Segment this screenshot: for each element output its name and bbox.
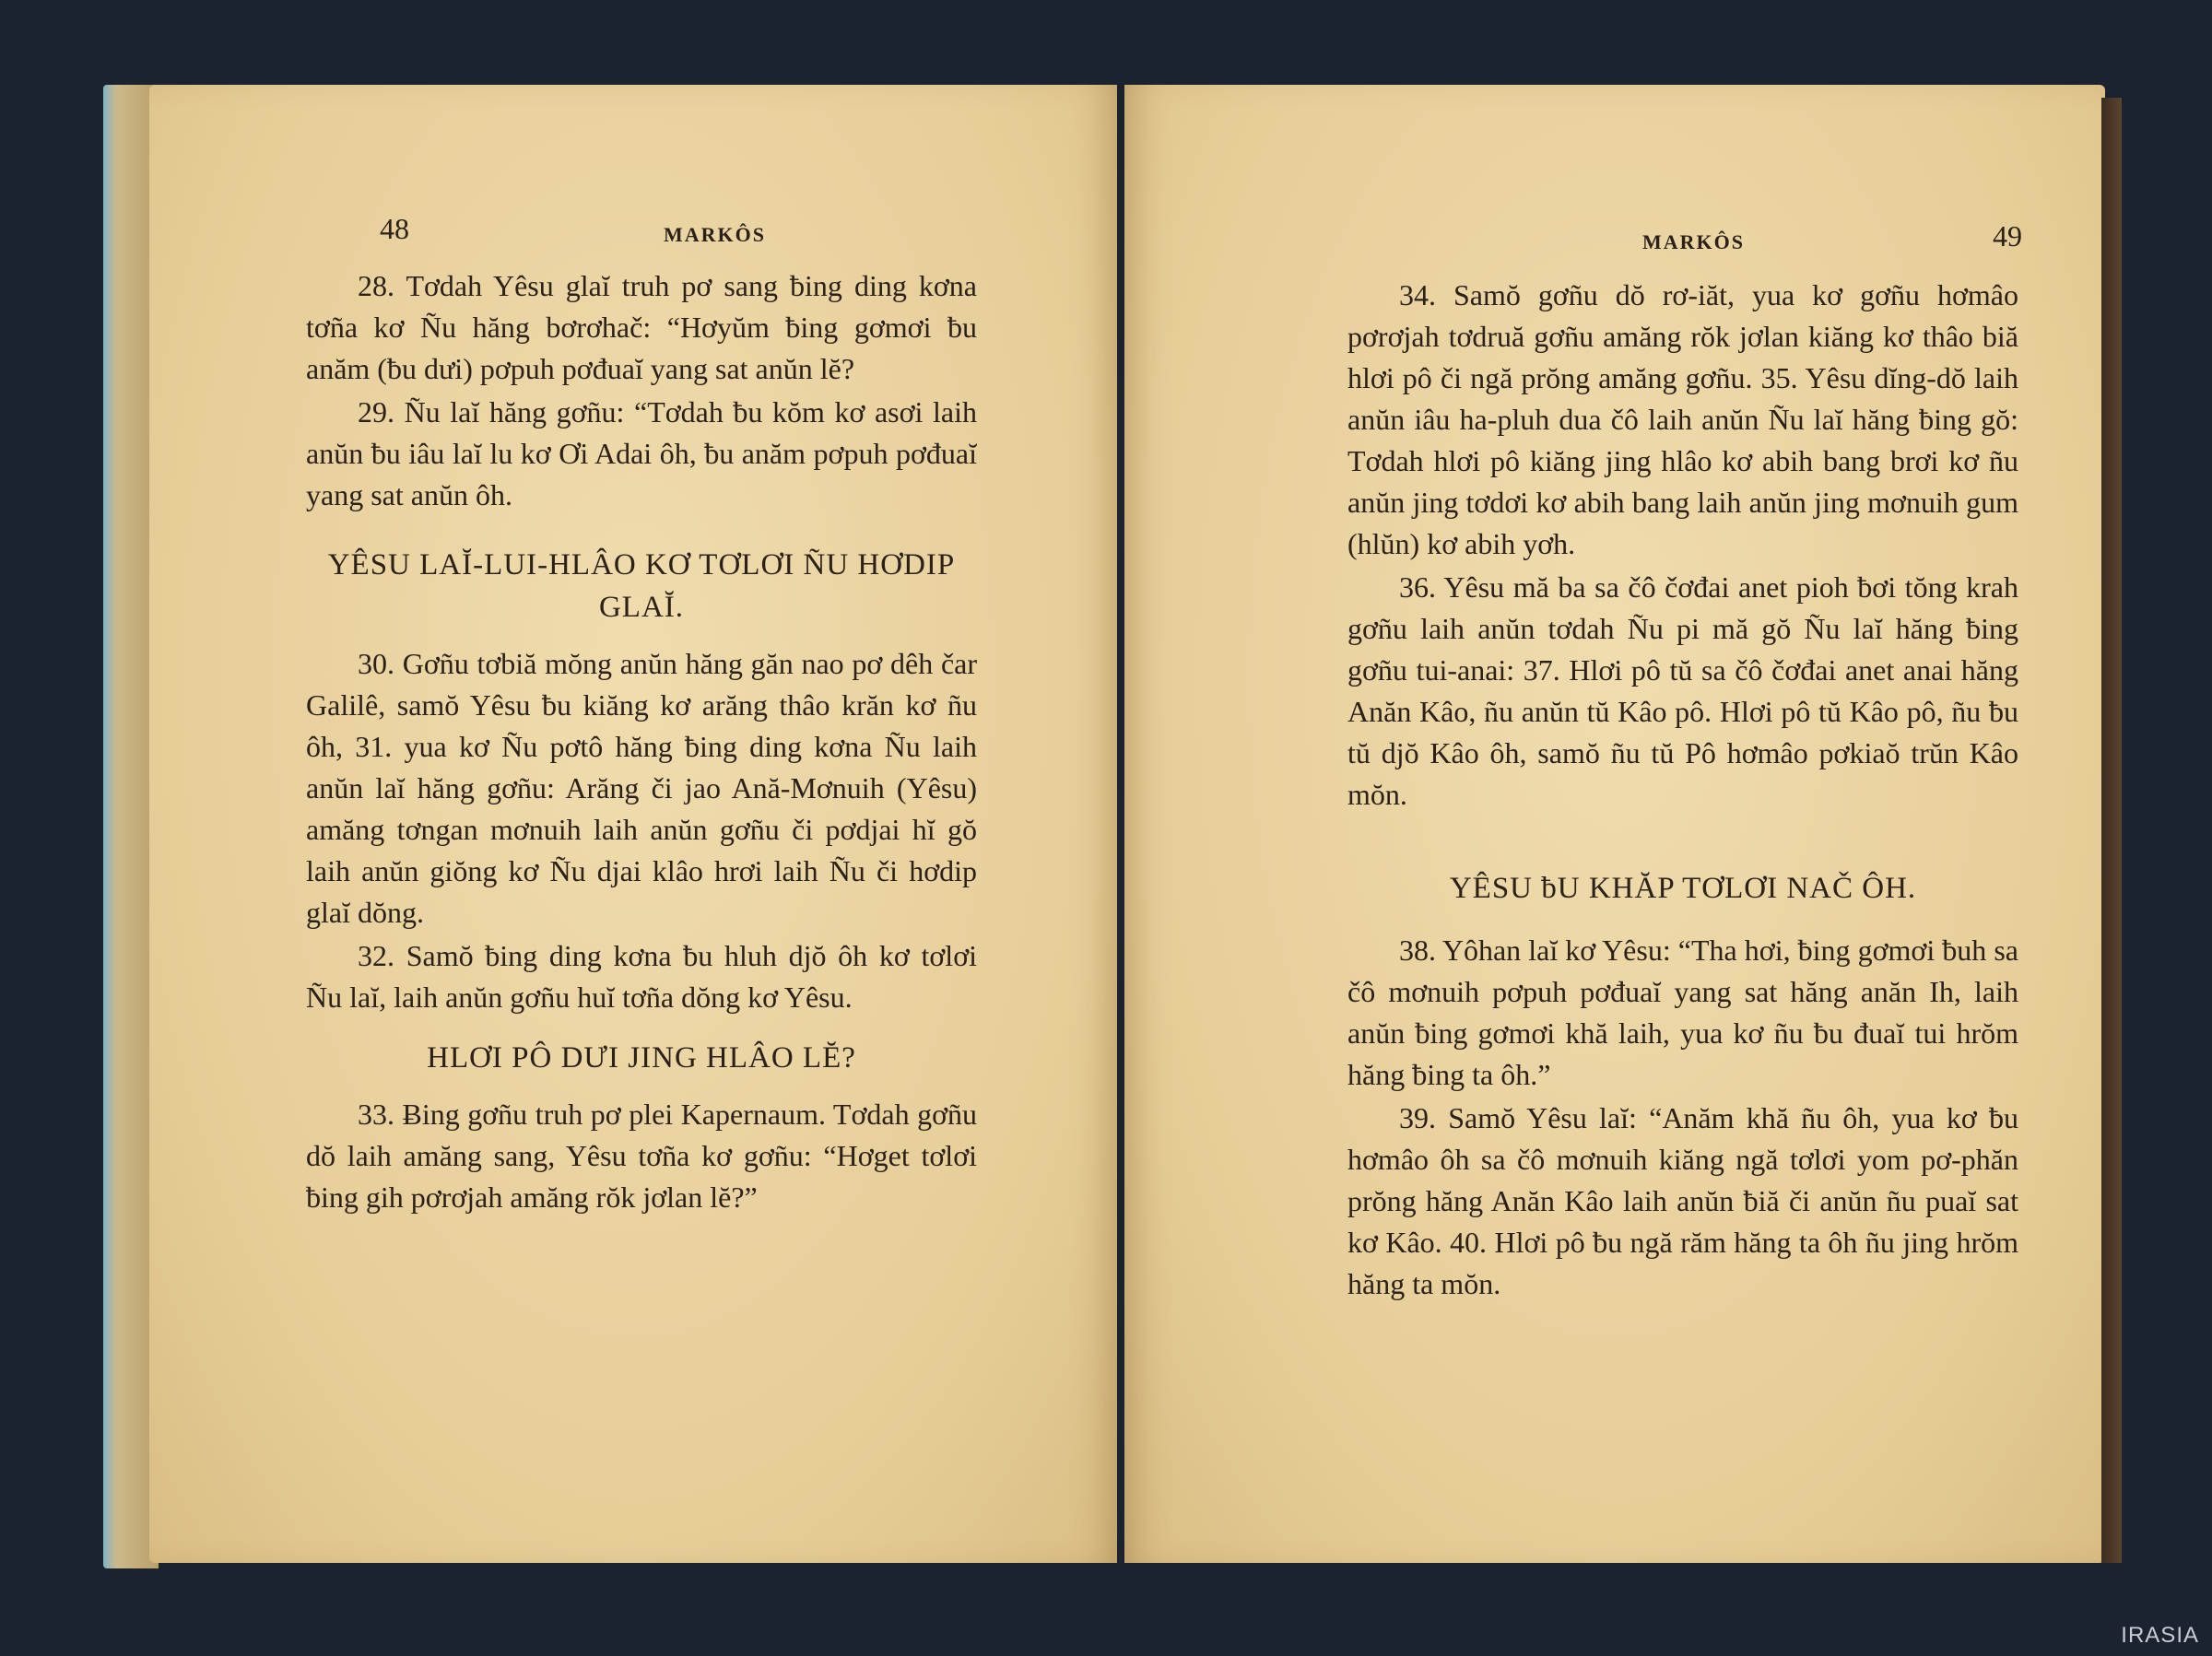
verse-28: 28. Tơdah Yêsu glaĭ truh pơ sang ƀing ding kơna tơña kơ Ñu hăng bơrơhač: “Hơyŭm ƀing gơmơi ƀu anăm (ƀu dưi) pơpuh pơđuaĭ yang sat anŭn lĕ? (306, 269, 977, 385)
back-cover-edge (2101, 98, 2122, 1563)
open-book (103, 85, 2120, 1578)
verse-36-37: 36. Yêsu mă ba sa čô čơđai anet pioh ƀơi tŏng krah gơñu laih anŭn tơdah Ñu pi mă gŏ Ñu laĭ hăng ƀing gơñu tui-anai: 37. Hlơi pô tŭ sa čô čơđai anet anai hăng Anăn Kâo, ñu anŭn tŭ Kâo pô. Hlơi pô tŭ Kâo pô, ñu ƀu tŭ djŏ Kâo ôh, samŏ ñu tŭ Pô hơmâo pơkiaŏ trŭn Kâo mŏn. (1347, 570, 2018, 811)
right-page-body (1347, 275, 2018, 1305)
left-page-body (306, 265, 977, 1218)
section-heading-greatest: HLƠI PÔ DƯI JING HLÂO LĔ? (427, 1041, 856, 1075)
running-head-left: MARKÔS (664, 223, 766, 246)
verse-39-40: 39. Samŏ Yêsu laĭ: “Anăm khă ñu ôh, yua kơ ƀu hơmâo ôh sa čô mơnuih kiăng ngă tơlơi yom pơ-phăn prŏng hăng Anăn Kâo laih anŭn ƀiă či anŭn ñu puaĭ sat kơ Kâo. 40. Hlơi pô ƀu ngă răm hăng ta ôh ñu jing hrŏm hăng ta mŏn. (1347, 1101, 2018, 1300)
section-heading-resurrection: YÊSU LAĬ-LUI-HLÂO KƠ TƠLƠI ÑU HƠDIP GLAĬ. (327, 548, 956, 624)
watermark: IRASIA (2121, 1623, 2199, 1648)
left-page (149, 85, 1117, 1563)
section-heading-jealousy: YÊSU ƀU KHĂP TƠLƠI NAČ ÔH. (1449, 872, 1917, 905)
verse-34-35: 34. Samŏ gơñu dŏ rơ-iăt, yua kơ gơñu hơmâo pơrơjah tơdruă gơñu amăng rŏk jơlan kiăng kơ thâo biă hlơi pô či ngă prŏng amăng gơñu. 35. Yêsu dĭng-dŏ laih anŭn iâu ha-pluh dua čô laih anŭn Ñu laĭ hăng ƀing gŏ: Tơdah hlơi pô kiăng jing hlâo kơ abih bang brơi kơ ñu anŭn jing tơdơi kơ abih bang laih anŭn jing mơnuih gum (hlŭn) kơ abih yơh. (1347, 278, 2018, 560)
page-number-left: 48 (380, 212, 409, 245)
verse-30-31: 30. Gơñu tơbiă mŏng anŭn hăng găn nao pơ dêh čar Galilê, samŏ Yêsu ƀu kiăng kơ arăng thâo krăn kơ ñu ôh, 31. yua kơ Ñu pơtô hăng ƀing ding kơna Ñu laih anŭn laĭ hăng gơñu: Arăng či jao Ană-Mơnuih (Yêsu) amăng tơngan mơnuih laih anŭn gơñu či pơdjai hĭ gŏ laih anŭn giŏng kơ Ñu djai klâo hrơi laih Ñu či hơdip glaĭ dŏng. (306, 647, 977, 929)
verse-33: 33. Ƀing gơñu truh pơ plei Kapernaum. Tơdah gơñu dŏ laih amăng sang, Yêsu tơña kơ gơñu: “Hơget tơlơi ƀing gih pơrơjah amăng rŏk jơlan lĕ?” (306, 1098, 977, 1214)
page-number-right: 49 (1993, 219, 2022, 253)
right-page (1124, 85, 2105, 1563)
verse-32: 32. Samŏ ƀing ding kơna ƀu hluh djŏ ôh kơ tơlơi Ñu laĭ, laih anŭn gơñu huĭ tơña dŏng kơ Yêsu. (306, 939, 977, 1014)
verse-38: 38. Yôhan laĭ kơ Yêsu: “Tha hơi, ƀing gơmơi ƀuh sa čô mơnuih pơpuh pơđuaĭ yang sat hăng anăn Ih, laih anŭn ƀing gơmơi khă laih, yua kơ ñu ƀu đuaĭ tui hrŏm hăng ƀing ta ôh.” (1347, 934, 2018, 1091)
verse-29: 29. Ñu laĭ hăng gơñu: “Tơdah ƀu kŏm kơ asơi laih anŭn ƀu iâu laĭ lu kơ Ơi Adai ôh, ƀu anăm pơpuh pơđuaĭ yang sat anŭn ôh. (306, 395, 977, 511)
running-head-right: MARKÔS (1642, 230, 1745, 253)
